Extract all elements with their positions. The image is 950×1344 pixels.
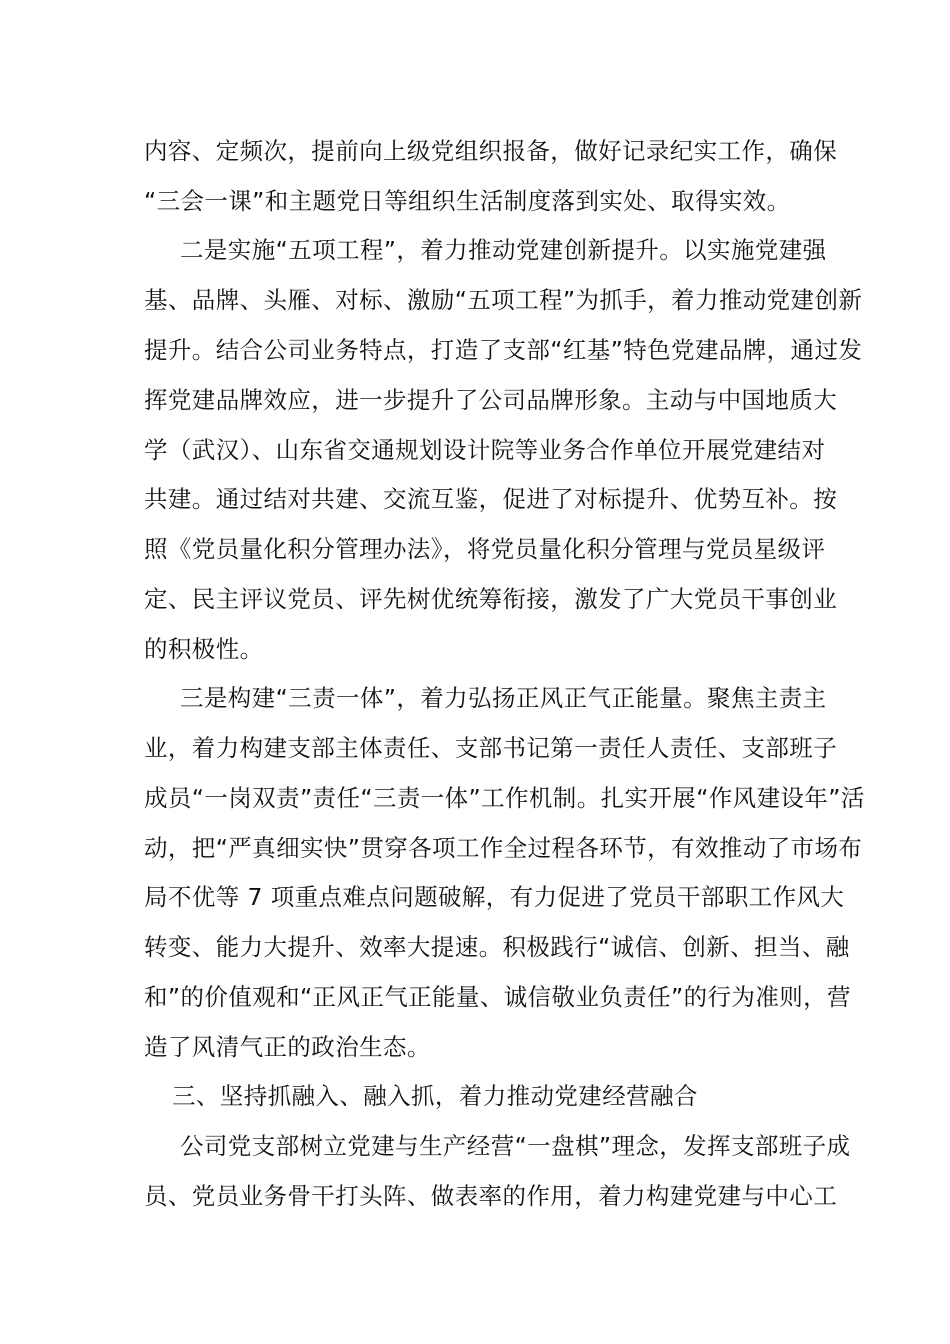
text-line: “三会一课”和主题党日等组织生活制度落到实处、取得实效。 xyxy=(144,187,791,215)
paragraph-start-line: 公司党支部树立党建与生产经营“一盘棋”理念，发挥支部班子成 xyxy=(180,1132,851,1160)
text-line: 业，着力构建支部主体责任、支部书记第一责任人责任、支部班子 xyxy=(144,734,838,762)
text-line: 局不优等 7 项重点难点问题破解，有力促进了党员干部职工作风大 xyxy=(144,883,845,911)
text-line: 成员“一岗双责”责任“三责一体”工作机制。扎实开展“作风建设年”活 xyxy=(144,784,865,812)
paragraph-start-line: 二是实施“五项工程”，着力推动党建创新提升。以实施党建强 xyxy=(180,236,827,264)
text-line: 转变、能力大提升、效率大提速。积极践行“诚信、创新、担当、融 xyxy=(144,933,850,961)
text-line: 挥党建品牌效应，进一步提升了公司品牌形象。主动与中国地质大 xyxy=(144,386,838,414)
text-line: 提升。结合公司业务特点，打造了支部“红基”特色党建品牌，通过发 xyxy=(144,336,863,364)
paragraph-start-line: 三是构建“三责一体”，着力弘扬正风正气正能量。聚焦主责主 xyxy=(180,684,827,712)
text-line: 定、民主评议党员、评先树优统筹衔接，激发了广大党员干事创业 xyxy=(144,585,838,613)
text-line: 动，把“严真细实快”贯穿各项工作全过程各环节，有效推动了市场布 xyxy=(144,834,863,862)
text-line: 学（武汉）、山东省交通规划设计院等业务合作单位开展党建结对 xyxy=(144,436,826,464)
text-line: 内容、定频次，提前向上级党组织报备，做好记录纪实工作，确保 xyxy=(144,137,838,165)
text-line: 和”的价值观和“正风正气正能量、诚信敬业负责任”的行为准则，营 xyxy=(144,983,851,1011)
text-line: 造了风清气正的政治生态。 xyxy=(144,1033,431,1061)
text-line: 共建。通过结对共建、交流互鉴，促进了对标提升、优势互补。按 xyxy=(144,485,838,513)
text-line: 基、品牌、头雁、对标、激励“五项工程”为抓手，着力推动党建创新 xyxy=(144,286,863,314)
text-line: 的积极性。 xyxy=(144,635,264,663)
section-heading: 三、坚持抓融入、融入抓，着力推动党建经营融合 xyxy=(172,1082,698,1110)
text-line: 员、党员业务骨干打头阵、做表率的作用，着力构建党建与中心工 xyxy=(144,1182,838,1210)
text-line: 照《党员量化积分管理办法》，将党员量化积分管理与党员星级评 xyxy=(144,535,826,563)
